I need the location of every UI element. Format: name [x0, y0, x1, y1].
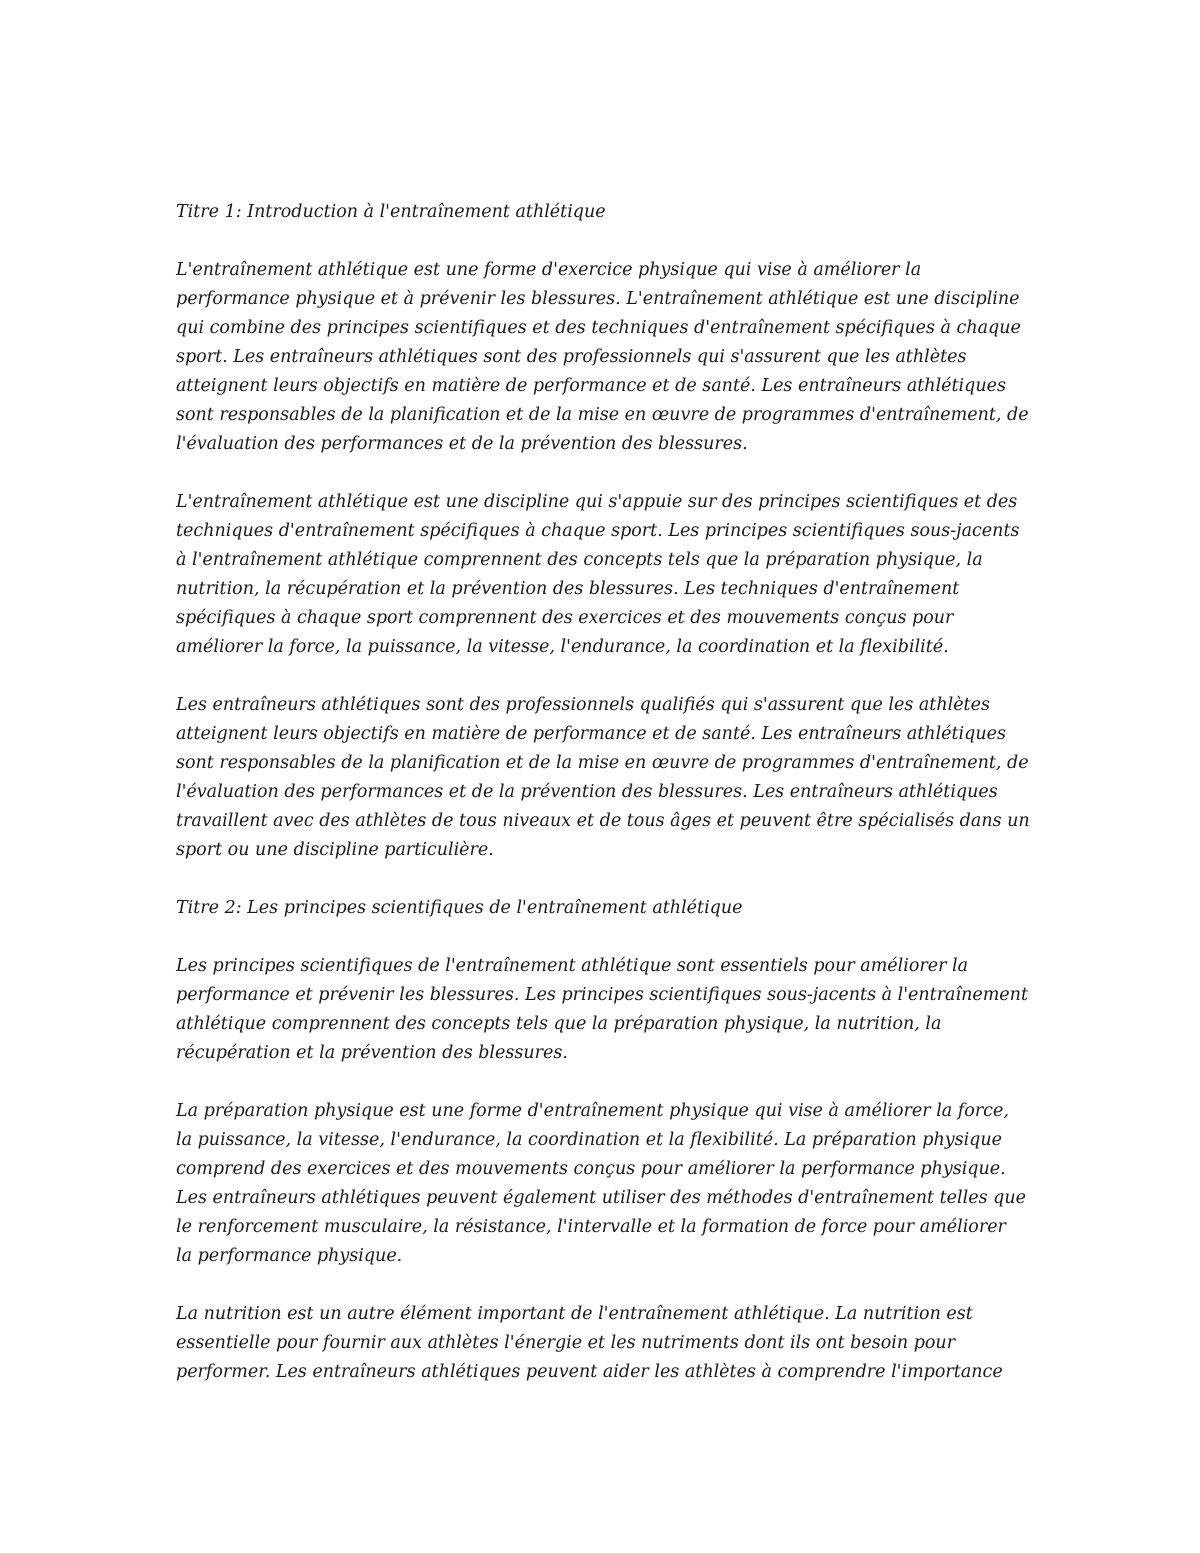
paragraph-line: à l'entraînement athlétique comprennent des concepts tels que la préparation physique, la [176, 550, 983, 570]
paragraph [176, 488, 1036, 662]
paragraph-line: sport ou une discipline particulière. [176, 840, 494, 860]
paragraph-line: L'entraînement athlétique est une discipline qui s'appuie sur des principes scientifiques et des [176, 492, 1018, 512]
paragraph-line: La préparation physique est une forme d'entraînement physique qui vise à améliorer la force, [176, 1101, 1009, 1121]
paragraph-line: améliorer la force, la puissance, la vitesse, l'endurance, la coordination et la flexibilité. [176, 637, 949, 657]
paragraph-line: Les entraîneurs athlétiques sont des professionnels qualifiés qui s'assurent que les athlètes [176, 695, 990, 715]
paragraph-line: comprend des exercices et des mouvements conçus pour améliorer la performance physique. [176, 1159, 1006, 1179]
block-spacer [176, 923, 1036, 952]
paragraph-line: le renforcement musculaire, la résistance, l'intervalle et la formation de force pour améliorer [176, 1217, 1006, 1237]
paragraph-line: sont responsables de la planification et de la mise en œuvre de programmes d'entraînement, de [176, 405, 1029, 425]
paragraph-line: sport. Les entraîneurs athlétiques sont des professionnels qui s'assurent que les athlètes [176, 347, 967, 367]
section-heading [176, 894, 1036, 923]
document-body [176, 198, 1036, 1387]
paragraph-line: essentielle pour fournir aux athlètes l'énergie et les nutriments dont ils ont besoin pour [176, 1333, 956, 1353]
block-spacer [176, 1271, 1036, 1300]
paragraph-line: la performance physique. [176, 1246, 403, 1266]
paragraph-line: Les principes scientifiques de l'entraînement athlétique sont essentiels pour améliorer la [176, 956, 969, 976]
block-spacer [176, 662, 1036, 691]
paragraph-line: sont responsables de la planification et de la mise en œuvre de programmes d'entraînement, de [176, 753, 1029, 773]
paragraph-line: l'évaluation des performances et de la prévention des blessures. Les entraîneurs athlétiques [176, 782, 998, 802]
paragraph-line: spécifiques à chaque sport comprennent des exercices et des mouvements conçus pour [176, 608, 954, 628]
section-heading [176, 198, 1036, 227]
paragraph-line: récupération et la prévention des blessures. [176, 1043, 568, 1063]
paragraph-line: atteignent leurs objectifs en matière de performance et de santé. Les entraîneurs athlétiques [176, 376, 1006, 396]
paragraph [176, 1300, 1036, 1387]
paragraph-line: travaillent avec des athlètes de tous niveaux et de tous âges et peuvent être spécialisés dans un [176, 811, 1030, 831]
paragraph-line: l'évaluation des performances et de la prévention des blessures. [176, 434, 748, 454]
paragraph-line: techniques d'entraînement spécifiques à chaque sport. Les principes scientifiques sous-jacents [176, 521, 1020, 541]
paragraph-line: L'entraînement athlétique est une forme d'exercice physique qui vise à améliorer la [176, 260, 922, 280]
paragraph [176, 256, 1036, 459]
block-spacer [176, 865, 1036, 894]
paragraph-line: performance physique et à prévenir les blessures. L'entraînement athlétique est une discipline [176, 289, 1020, 309]
heading-text: Titre 2: Les principes scientifiques de l'entraînement athlétique [176, 898, 743, 918]
paragraph-line: performer. Les entraîneurs athlétiques peuvent aider les athlètes à comprendre l'importance [176, 1362, 1003, 1382]
paragraph-line: La nutrition est un autre élément important de l'entraînement athlétique. La nutrition est [176, 1304, 973, 1324]
paragraph-line: la puissance, la vitesse, l'endurance, la coordination et la flexibilité. La préparation physique [176, 1130, 1003, 1150]
heading-text: Titre 1: Introduction à l'entraînement athlétique [176, 202, 606, 222]
block-spacer [176, 1068, 1036, 1097]
paragraph-line: qui combine des principes scientifiques et des techniques d'entraînement spécifiques à chaque [176, 318, 1021, 338]
paragraph [176, 1097, 1036, 1271]
block-spacer [176, 459, 1036, 488]
paragraph [176, 952, 1036, 1068]
paragraph-line: athlétique comprennent des concepts tels que la préparation physique, la nutrition, la [176, 1014, 942, 1034]
block-spacer [176, 227, 1036, 256]
paragraph-line: Les entraîneurs athlétiques peuvent également utiliser des méthodes d'entraînement telles que [176, 1188, 1026, 1208]
paragraph-line: performance et prévenir les blessures. Les principes scientifiques sous-jacents à l'entraînement [176, 985, 1028, 1005]
paragraph [176, 691, 1036, 865]
paragraph-line: atteignent leurs objectifs en matière de performance et de santé. Les entraîneurs athlétiques [176, 724, 1006, 744]
paragraph-line: nutrition, la récupération et la prévention des blessures. Les techniques d'entraînement [176, 579, 960, 599]
